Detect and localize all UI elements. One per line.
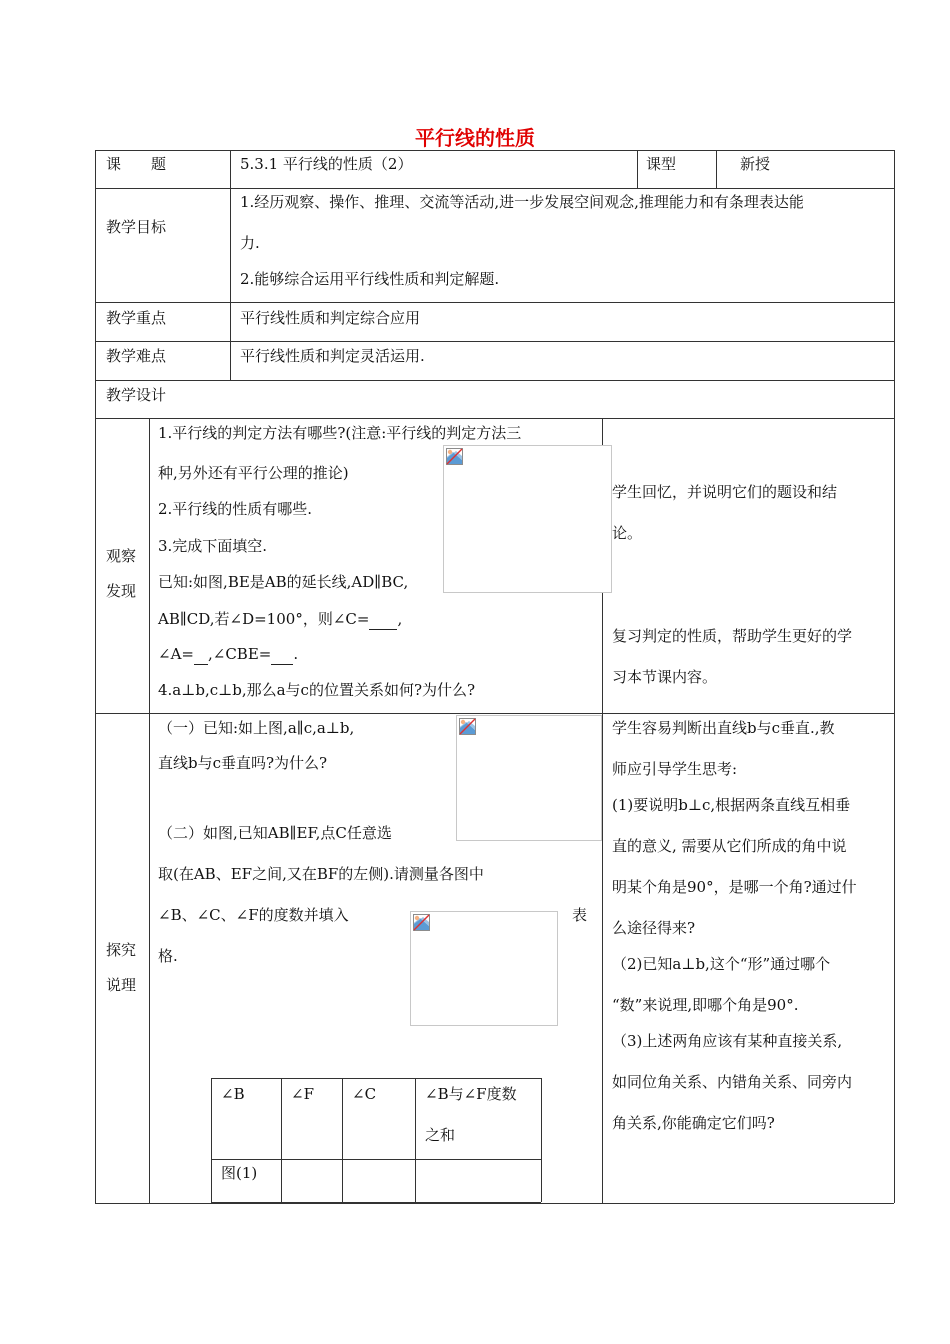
observe-note: 习本节课内容。 (612, 668, 718, 686)
broken-image-icon (459, 718, 476, 735)
broken-image-icon (413, 914, 430, 931)
table-line (95, 188, 894, 189)
table-line (637, 150, 638, 188)
explore-note: 角关系,你能确定它们吗? (612, 1114, 775, 1132)
goals-line: 2.能够综合运用平行线性质和判定解题. (240, 270, 500, 288)
observe-given (158, 644, 298, 665)
table-line (95, 380, 894, 381)
measure-table-line (211, 1078, 541, 1079)
given-text: ,∠CBE= (207, 645, 272, 663)
table-line (149, 418, 150, 1203)
measure-header-sum: ∠B与∠F度数 (425, 1085, 517, 1103)
explore-note: (1)要说明b⊥c,根据两条直线互相垂 (612, 796, 851, 814)
table-line (95, 1203, 894, 1204)
table-line (95, 150, 894, 151)
observe-question: 2.平行线的性质有哪些. (158, 500, 313, 518)
explore-note: 学生容易判断出直线b与c垂直.,教 (612, 719, 835, 737)
fill-blank[interactable] (271, 644, 293, 665)
given-text: , (397, 610, 403, 628)
table-line (95, 341, 894, 342)
explore-label: 探究 (106, 941, 137, 959)
observe-given (158, 609, 402, 630)
figure-placeholder (443, 445, 612, 593)
figure-placeholder (410, 911, 558, 1026)
design-label: 教学设计 (106, 386, 167, 404)
measure-cell-input[interactable] (283, 1161, 340, 1200)
measure-table-line (541, 1078, 542, 1202)
explore-problem: 格. (158, 947, 178, 965)
table-line (95, 418, 894, 419)
given-text: . (293, 645, 299, 663)
observe-question: 1.平行线的判定方法有哪些?(注意:平行线的判定方法三 (158, 424, 522, 442)
observe-note: 复习判定的性质，帮助学生更好的学 (612, 627, 853, 645)
table-line (894, 150, 895, 1203)
measure-table-line (211, 1159, 541, 1160)
explore-problem: 表 (572, 906, 588, 924)
key-points-text: 平行线性质和判定综合应用 (240, 309, 421, 327)
table-line (95, 150, 96, 1203)
explore-note: 明某个角是90°，是哪一个角?通过什 (612, 878, 857, 896)
topic-value: 5.3.1 平行线的性质（2） (240, 155, 413, 173)
difficulties-text: 平行线性质和判定灵活运用. (240, 347, 425, 365)
goals-label: 教学目标 (106, 218, 167, 236)
fill-blank[interactable] (194, 644, 208, 665)
difficulties-label: 教学难点 (106, 347, 167, 365)
measure-table-line (342, 1078, 343, 1202)
observe-note: 学生回忆，并说明它们的题设和结 (612, 483, 838, 501)
observe-label: 观察 (106, 547, 137, 565)
topic-label: 课 题 (106, 155, 167, 173)
measure-row-label: 图(1) (221, 1164, 258, 1182)
broken-image-icon (446, 448, 463, 465)
explore-note: 师应引导学生思考: (612, 760, 738, 778)
figure-placeholder (456, 715, 602, 841)
explore-problem: （二）如图,已知AB∥EF,点C任意选 (158, 824, 392, 842)
explore-problem: 直线b与c垂直吗?为什么? (158, 754, 328, 772)
measure-header-sum: 之和 (425, 1126, 456, 1144)
explore-note: （2)已知a⊥b,这个“形”通过哪个 (612, 955, 831, 973)
explore-note: （3)上述两角应该有某种直接关系, (612, 1032, 843, 1050)
observe-given: 已知:如图,BE是AB的延长线,AD∥BC, (158, 573, 409, 591)
observe-question: 4.a⊥b,c⊥b,那么a与c的位置关系如何?为什么? (158, 681, 476, 699)
explore-note: 如同位角关系、内错角关系、同旁内 (612, 1073, 853, 1091)
explore-problem: （一）已知:如上图,a∥c,a⊥b, (158, 719, 355, 737)
key-points-label: 教学重点 (106, 309, 167, 327)
table-line (230, 150, 231, 380)
measure-header-f: ∠F (291, 1085, 314, 1103)
measure-cell-input[interactable] (417, 1161, 539, 1200)
observe-note: 论。 (612, 524, 643, 542)
goals-line: 1.经历观察、操作、推理、交流等活动,进一步发展空间观念,推理能力和有条理表达能 (240, 193, 804, 211)
table-line (95, 302, 894, 303)
measure-table-line (211, 1078, 212, 1202)
explore-label: 说理 (106, 976, 137, 994)
measure-header-c: ∠C (352, 1085, 377, 1103)
observe-question: 3.完成下面填空. (158, 537, 268, 555)
observe-question: 种,另外还有平行公理的推论) (158, 464, 349, 482)
observe-label: 发现 (106, 582, 137, 600)
fill-blank[interactable] (369, 609, 397, 630)
measure-header-b: ∠B (221, 1085, 245, 1103)
table-line (716, 150, 717, 188)
given-text: AB∥CD,若∠D=100°，则∠C= (158, 610, 370, 628)
measure-table-line (281, 1078, 282, 1202)
explore-note: 直的意义, 需要从它们所成的角中说 (612, 837, 847, 855)
measure-table-line (211, 1202, 541, 1203)
given-text: ∠A= (158, 645, 194, 663)
type-label: 课型 (646, 155, 677, 173)
goals-line: 力. (240, 234, 260, 252)
explore-note: 么途径得来? (612, 919, 696, 937)
measure-table-line (415, 1078, 416, 1202)
explore-problem: ∠B、∠C、∠F的度数并填入 (158, 906, 349, 924)
type-value: 新授 (740, 155, 771, 173)
explore-problem: 取(在AB、EF之间,又在BF的左侧).请测量各图中 (158, 865, 484, 883)
measure-cell-input[interactable] (344, 1161, 413, 1200)
explore-note: “数”来说理,即哪个角是90°. (612, 996, 799, 1014)
table-line (95, 713, 894, 714)
page-title: 平行线的性质 (415, 126, 535, 150)
